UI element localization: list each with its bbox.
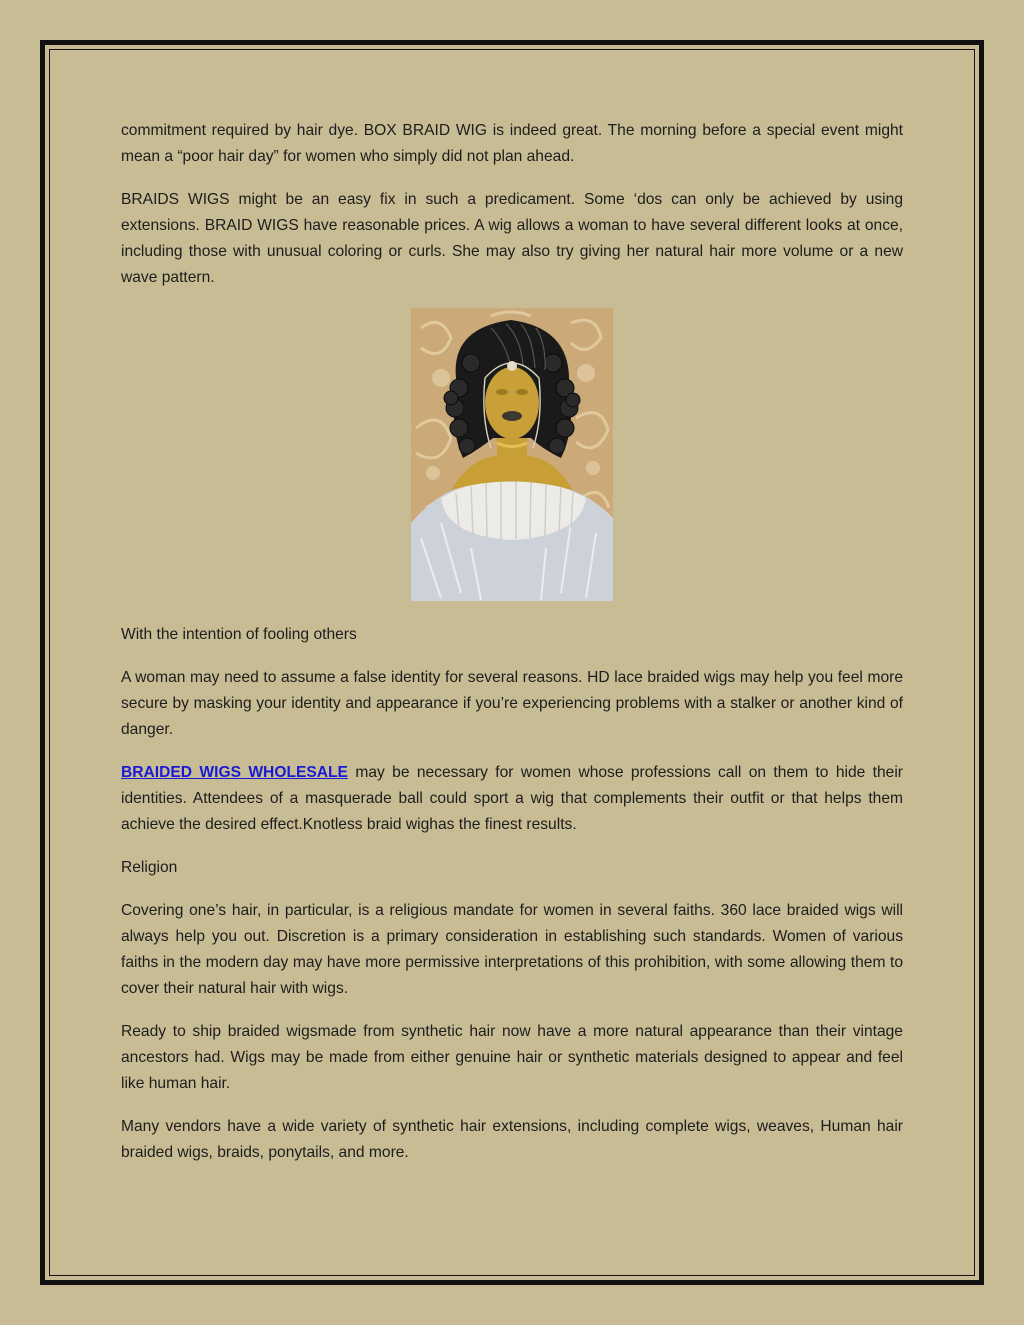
paragraph-7: Many vendors have a wide variety of synthetic hair extensions, including complete wigs, weaves, Human hair braided wigs, braids, ponytails, and more.	[121, 1118, 903, 1161]
heading-fooling-others: With the intention of fooling others	[121, 626, 357, 643]
paragraph-3: A woman may need to assume a false identity for several reasons. HD lace braided wigs may help you feel more secure by masking your identity and appearance if you’re experiencing problems with a stalker or another kind of danger.	[121, 669, 903, 738]
paragraph-1: commitment required by hair dye. BOX BRAID WIG is indeed great. The morning before a special event might mean a “poor hair day” for women who simply did not plan ahead.	[121, 122, 903, 165]
paragraph-4-text: may be necessary for women whose professions call on them to hide their identities. Attendees of a masquerade ball could sport a wig that complements their outfit or that helps them achieve the desired effect.Knotless braid wighas the finest results.	[121, 764, 903, 833]
paragraph-6: Ready to ship braided wigsmade from synthetic hair now have a more natural appearance than their vintage ancestors had. Wigs may be made from either genuine hair or synthetic materials designed to appear and feel like human hair.	[121, 1023, 903, 1092]
paragraph-4	[121, 760, 903, 838]
paragraph-5: Covering one’s hair, in particular, is a religious mandate for women in several faiths. 360 lace braided wigs will always help you out. Discretion is a primary consideration in establishing such standards. Women of various faiths in the modern day may have more permissive interpretations of this prohibition, with some allowing them to cover their natural hair with wigs.	[121, 902, 903, 997]
braided-wigs-wholesale-link[interactable]: BRAIDED WIGS WHOLESALE	[121, 764, 348, 781]
document-body	[121, 118, 903, 1183]
heading-religion: Religion	[121, 859, 178, 876]
braided-wig-mannequin-photo	[411, 308, 613, 601]
paragraph-2: BRAIDS WIGS might be an easy fix in such a predicament. Some ‘dos can only be achieved by using extensions. BRAID WIGS have reasonable prices. A wig allows a woman to have several different looks at once, including those with unusual coloring or curls. She may also try giving her natural hair more volume or a new wave pattern.	[121, 191, 903, 286]
